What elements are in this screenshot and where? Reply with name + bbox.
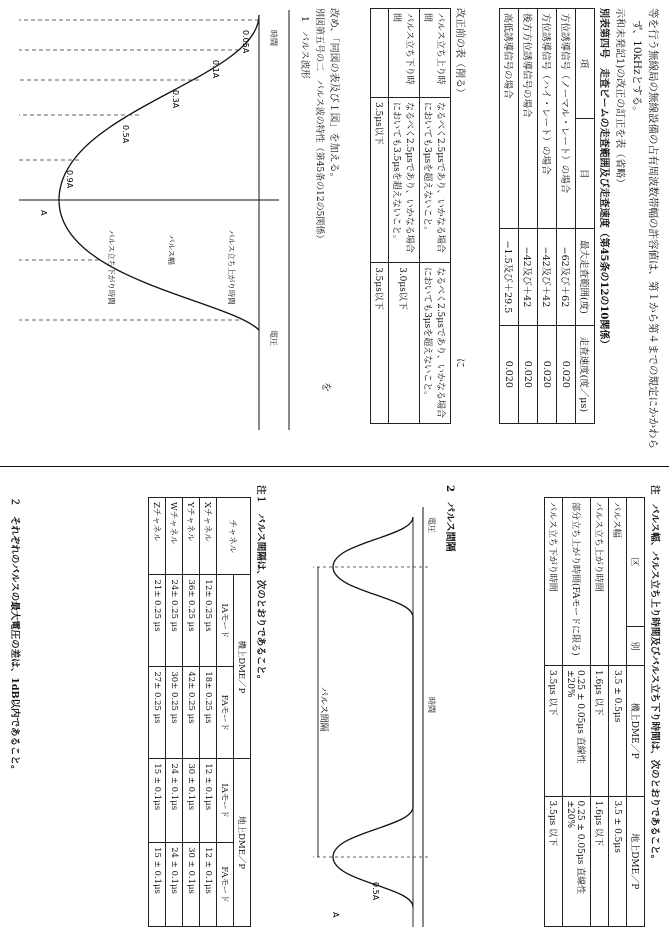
table-cell: 12 ± 0.1μs	[200, 843, 217, 927]
label-a: A	[39, 210, 48, 216]
table-cell	[371, 9, 389, 98]
sub-note: 示和未発記1)の改正の訂正を表（省略）	[614, 8, 625, 189]
table-cell: なるべく2.5μsであり、いかなる場合においても3μsを超えないこと。	[420, 98, 451, 263]
table-cell: 0.25 ± 0.05μs 直線性 ±20%	[563, 796, 591, 927]
table-cell: なるべく2.5μsであり、いかなる場合においても3μsを超えないこと。	[420, 263, 451, 424]
header-air-dme: 機上DME／P	[234, 575, 251, 759]
table-cell: 15 ± 0.1μs	[149, 843, 166, 927]
intro-line-1: 等を行う無線局の無線設備の占有周波数帯幅の許容値は、第１から第４までの規定にかかわら	[647, 8, 659, 449]
label-fall-time: パルス立ち下がり時間	[107, 230, 116, 305]
header-category: 区	[627, 498, 645, 627]
table-cell: −42及び＋42	[519, 229, 538, 325]
header-max-range: 最大走査範囲(度)	[576, 229, 595, 325]
table-cell: 27± 0.25 μs	[149, 667, 166, 759]
header-item-2: 目	[576, 119, 595, 229]
label-voltage: 電圧	[427, 517, 436, 533]
table-cell: 30 ± 0.1μs	[183, 759, 200, 843]
subheader-ia-ground: IAモード	[217, 759, 234, 843]
table-row	[557, 9, 576, 424]
table-cell: 0.25 ± 0.05μs 直線性 ±20%	[563, 666, 591, 797]
subheader-fa-ground: FAモード	[217, 843, 234, 927]
table-title: 別表第四号 走査ビームの走査範囲及び走査速度（第45条の12の10関係）	[598, 8, 609, 350]
channel-interval-table	[148, 497, 251, 927]
table-cell: 3.5 ± 0.5μs	[609, 796, 627, 927]
table-cell: 36± 0.25 μs	[183, 575, 200, 667]
label-a05: 0.5A	[121, 125, 130, 144]
table-cell: パルス立ち下り時間	[389, 9, 420, 98]
table-cell: Yチャネル	[183, 498, 200, 575]
table-row	[563, 498, 591, 927]
note-1: 注１ パルス間隔は、次のとおりであること。	[255, 485, 266, 685]
table-cell: 0.020	[538, 325, 557, 423]
scan-range-table	[499, 8, 595, 424]
table-cell: 1.6μs 以下	[591, 796, 609, 927]
table-cell: 3.5 ± 0.5μs	[609, 666, 627, 797]
table-cell: 0.020	[500, 325, 519, 423]
table-row	[591, 498, 609, 927]
table-row	[371, 9, 389, 424]
table-cell: 3.5μs以下	[371, 98, 389, 263]
table-cell: なるべく2.5μsであり、いかなる場合においても3.5μsを超えないこと。	[389, 98, 420, 263]
fig2-title: 2 パルス間隔	[444, 485, 455, 552]
bracket-wo: を	[320, 382, 331, 392]
table-header-row	[576, 9, 595, 424]
header-scan-speed: 走査速度(度／μs)	[576, 325, 595, 423]
table-row	[389, 9, 420, 424]
table-cell: 方位誘導信号（ノーマル・レート）の場合	[557, 9, 576, 229]
table-cell: −1.5及び＋29.5	[500, 229, 519, 325]
label-a05: 0.5A	[371, 882, 380, 901]
label-voltage: 電圧	[269, 330, 278, 346]
bottom-section	[0, 477, 669, 947]
table-cell: −62及び＋62	[557, 229, 576, 325]
label-rise-time: パルス立ち上がり時間	[227, 230, 236, 305]
table-cell: 24 ± 0.1μs	[166, 759, 183, 843]
table-cell: 12 ± 0.1μs	[200, 759, 217, 843]
table-cell: 15 ± 0.1μs	[149, 759, 166, 843]
label-width: パルス幅	[167, 235, 176, 265]
figure-ref: 別図第五号の二 パルス波の特性（第45条の12の5関係）	[314, 8, 324, 244]
table-cell: 0.020	[557, 325, 576, 423]
table-cell: 3.5μs 以下	[545, 796, 563, 927]
table-row	[420, 9, 451, 424]
label-a03: 0.3A	[171, 90, 180, 109]
table-cell: 部分立ち上がり時間(FAモードに限る)	[563, 498, 591, 666]
table-cell: パルス立ち上がり時間	[591, 498, 609, 666]
label-a01: 0.1A	[211, 60, 220, 79]
intro-line-2: ず、10kHzとする。	[631, 20, 643, 117]
table-cell: 12± 0.25 μs	[200, 575, 217, 667]
table-cell: 18± 0.25 μs	[200, 667, 217, 759]
label-a09: 0.9A	[65, 170, 74, 189]
label-a005: 0.05A	[241, 30, 250, 54]
header-ground-dme: 地上DME／P	[234, 759, 251, 927]
top-section	[0, 0, 669, 449]
table-cell: パルス幅	[609, 498, 627, 666]
table-cell: 30 ± 0.1μs	[183, 843, 200, 927]
table-cell: 高低誘導信号の場合	[500, 9, 519, 229]
table-cell: 24± 0.25 μs	[166, 575, 183, 667]
table-cell: 後方方位誘導信号の場合	[519, 9, 538, 229]
table-cell: パルス立ち下がり時間	[545, 498, 563, 666]
table-row	[538, 9, 557, 424]
header-air-dme: 機上DME／P	[627, 666, 645, 797]
table-row	[183, 498, 200, 927]
pulse-width-table	[544, 497, 645, 927]
table-row	[149, 498, 166, 927]
table-cell: Xチャネル	[200, 498, 217, 575]
table-cell: 方位誘導信号（ハイ・レート）の場合	[538, 9, 557, 229]
section-divider	[0, 466, 669, 467]
table-row	[200, 498, 217, 927]
table-cell: 3.5μs 以下	[545, 666, 563, 797]
header-category-2: 別	[627, 627, 645, 666]
table-cell: 0.020	[519, 325, 538, 423]
bracket-ni: に	[454, 358, 465, 368]
table-cell: 1.6μs 以下	[591, 666, 609, 797]
table-row	[500, 9, 519, 424]
pulse-waveform-figure	[0, 0, 299, 440]
fig1-title: 1 パルス波形	[299, 16, 310, 79]
label-interval: パルス間隔	[318, 687, 328, 732]
note-title: 注 パルス幅、パルス立ち上り時間及びパルス立ち下り時間は、次のとおりであること。	[649, 485, 660, 865]
table-cell: 42± 0.25 μs	[183, 667, 200, 759]
table-cell: 3.0μs以下	[389, 263, 420, 424]
note-old: 改正前の表（削る）	[454, 8, 465, 98]
table-cell: 24 ± 0.1μs	[166, 843, 183, 927]
header-channel: チャネル	[217, 498, 251, 575]
table-row	[609, 498, 627, 927]
table-cell: Zチャネル	[149, 498, 166, 575]
table-row	[519, 9, 538, 424]
table-row	[545, 498, 563, 927]
header-item: 項	[576, 9, 595, 119]
table-cell: 30± 0.25 μs	[166, 667, 183, 759]
note-revision: 改め、「同図の表及び１図」を加える。	[328, 8, 339, 183]
table-cell: 21± 0.25 μs	[149, 575, 166, 667]
table-header-row	[234, 498, 251, 927]
label-time: 時間	[427, 697, 436, 713]
pulse-time-table	[370, 8, 451, 424]
table-row	[166, 498, 183, 927]
subheader-fa-air: FAモード	[217, 667, 234, 759]
table-cell: パルス立ち上り時間	[420, 9, 451, 98]
table-cell: −42及び＋42	[538, 229, 557, 325]
label-a: A	[331, 912, 340, 918]
table-cell: 3.5μs以下	[371, 263, 389, 424]
pulse-interval-figure	[303, 497, 443, 937]
header-ground-dme: 地上DME／P	[627, 796, 645, 927]
subheader-ia-air: IAモード	[217, 575, 234, 667]
table-cell: Wチャネル	[166, 498, 183, 575]
table-header-row	[627, 498, 645, 927]
note-2: ２ それぞれのパルスの最大電圧の差は、1dB以内であること。	[9, 497, 20, 775]
label-time: 時間	[269, 30, 278, 46]
